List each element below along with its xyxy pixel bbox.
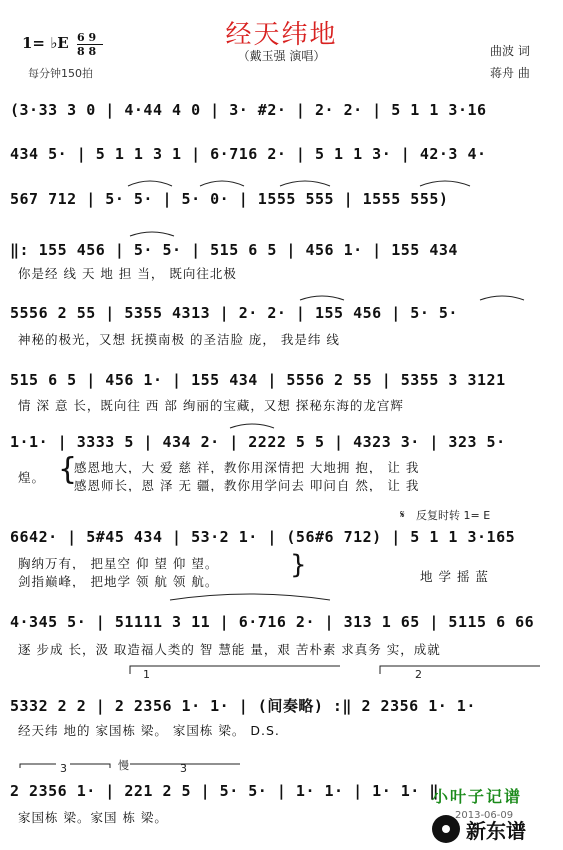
key-signature: 1= ♭E [22,34,69,52]
slur [170,594,330,600]
lyrics-line-7-verse-1: 感恩地大，大 爱 慈 祥，教你用深情把 大地拥 抱， 让 我 [74,460,420,474]
score-line-4: ‖: 155 456 | 5· 5· | 515 6 5 | 456 1· | 155 434 [10,241,458,259]
lyrics-line-8-verse-1: 胸纳万有， 把星空 仰 望 仰 望。 [18,556,219,570]
triplet-mark-1: 3 [60,762,67,775]
time-signature-top: 6 9 [77,31,97,44]
performer-note: （戴玉强 演唱） [237,49,326,63]
first-ending-number: 1 [143,668,150,681]
watermark-text: 小叶子记谱 [432,787,523,806]
slur [128,181,172,186]
lyrics-line-7-verse-2: 感恩师长，恩 泽 无 疆，教你用学问去 叩问自 然， 让 我 [74,478,420,492]
score-line-3: 567 712 | 5· 5· | 5· 0· | 1555 555 | 1555 555) [10,190,449,208]
site-logo-text: 新东谱 [466,819,526,843]
slur [420,181,470,186]
score-line-1: (3·33 3 0 | 4·44 4 0 | 3· #2· | 2· 2· | 5 1 1 3·16 [10,101,487,119]
tempo-slow-mark: 慢 [118,759,129,772]
score-line-2: 434 5· | 5 1 1 3 1 | 6·716 2· | 5 1 1 3· | 42·3 4· [10,145,487,163]
second-ending-line [380,666,540,674]
score-line-7: 1·1· | 3333 5 | 434 2· | 2222 5 5 | 4323 3· | 323 5· [10,433,506,451]
logo-disc-icon [432,815,460,843]
key-change-note: 反复时转 1= E [416,509,491,522]
lyrics-line-9: 逐 步成 长，汲 取造福人类的 智 慧能 量，艰 苦朴素 求真务 实，成就 [18,642,441,657]
verse-brace: { [58,452,78,487]
composer-credit: 蒋舟 曲 [490,66,530,80]
slur [230,424,274,428]
lyrics-line-5: 神秘的极光，又想 抚摸南极 的圣洁脸 庞， 我是纬 线 [18,332,340,347]
time-signature-bottom: 8 8 [77,45,97,58]
slur [300,296,344,300]
slur [480,296,524,300]
lyrics-line-8-continuation: 地 学 摇 蓝 [420,569,489,584]
lyrics-line-8-verse-2: 剑指巅峰， 把地学 领 航 领 航。 [18,574,219,588]
slur [280,181,330,186]
score-line-11: 2 2356 1· | 221 2 5 | 5· 5· | 1· 1· | 1· 1· ‖ [10,782,439,800]
score-line-5: 5556 2 55 | 5355 4313 | 2· 2· | 155 456 | 5· 5· [10,304,458,322]
lyrics-line-10: 经天纬 地的 家国栋 梁。 家国栋 梁。 D.S. [18,723,280,738]
lyricist-credit: 曲波 词 [490,44,530,58]
watermark-date: 2013-06-09 [455,810,514,821]
tempo-marking: 每分钟150拍 [28,67,93,80]
second-ending-number: 2 [415,668,422,681]
slur [200,181,244,186]
slur [130,232,174,236]
verse-end-brace: } [290,550,307,580]
lyrics-line-7-start: 煌。 [18,470,46,485]
lyrics-line-11: 家国栋 梁。家国 栋 梁。 [18,810,168,825]
triplet-bracket [20,764,110,768]
score-line-9: 4·345 5· | 51111 3 11 | 6·716 2· | 313 1 65 | 5115 6 66 [10,613,535,631]
score-line-6: 515 6 5 | 456 1· | 155 434 | 5556 2 55 | 5355 3 3121 [10,371,506,389]
lyrics-line-6: 情 深 意 长，既向往 西 部 绚丽的宝藏，又想 探秘东海的龙宫辉 [18,398,404,413]
song-title: 经天纬地 [225,20,338,50]
score-line-8: 6642· | 5#45 434 | 53·2 1· | (56#6 712) | 5 1 1 3·165 [10,528,516,546]
triplet-mark-2: 3 [180,762,187,775]
score-line-10: 5332 2 2 | 2 2356 1· 1· | (间奏略) :‖ 2 2356 1· 1· [10,697,476,715]
lyrics-line-4: 你是经 线 天 地 担 当， 既向往北极 [18,266,237,281]
first-ending-line [130,666,340,674]
segno-sign: 𝄋 [400,508,405,521]
